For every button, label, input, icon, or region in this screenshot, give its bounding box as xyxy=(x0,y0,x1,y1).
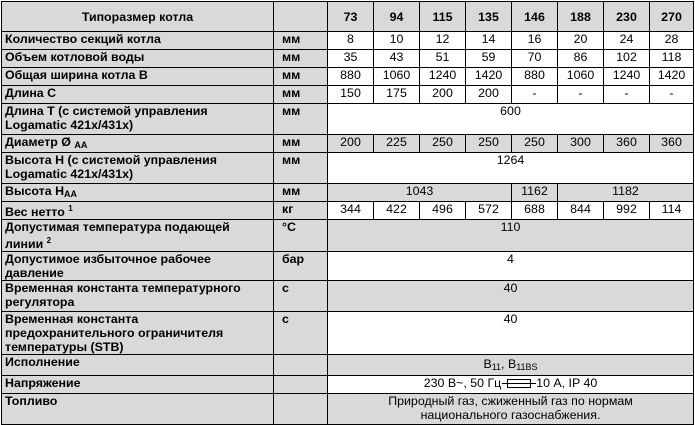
cell: 10 xyxy=(374,32,420,50)
header-unit-cell xyxy=(274,2,328,32)
row-unit: мм xyxy=(274,135,328,153)
cell: 1420 xyxy=(650,68,694,86)
cell: 110 xyxy=(328,220,694,252)
cell: 35 xyxy=(328,50,374,68)
row-label: Диаметр Ø $_{AA}$ xyxy=(2,135,274,153)
cell: 1182 xyxy=(558,184,694,202)
row-unit: мм xyxy=(274,50,328,68)
row-label: Высота Н (с системой управления Logamatic 421x/431x) xyxy=(2,153,274,184)
cell: 250 xyxy=(420,135,466,153)
cell: 16 xyxy=(512,32,558,50)
cell: 300 xyxy=(558,135,604,153)
row-label: Временная константа предохранительного ограничителя температуры (STB) xyxy=(2,312,274,355)
row-unit: мм xyxy=(274,153,328,184)
row-unit: кг xyxy=(274,202,328,220)
cell: 1420 xyxy=(466,68,512,86)
cell: 880 xyxy=(328,68,374,86)
row-label: Объем котловой воды xyxy=(2,50,274,68)
fuse-icon xyxy=(507,379,531,388)
cell: 1240 xyxy=(420,68,466,86)
row-label: Длина Т (с системой управления Logamatic 421x/431x) xyxy=(2,104,274,135)
row-height-h xyxy=(2,153,694,184)
cell: 114 xyxy=(650,202,694,220)
row-unit: мм xyxy=(274,184,328,202)
cell: 1060 xyxy=(374,68,420,86)
row-fuel xyxy=(2,394,694,425)
row-unit: бар xyxy=(274,252,328,281)
cell: 225 xyxy=(374,135,420,153)
row-height-haa xyxy=(2,184,694,202)
row-unit: мм xyxy=(274,68,328,86)
row-unit xyxy=(274,394,328,425)
cell: 200 xyxy=(466,86,512,104)
cell: 86 xyxy=(558,50,604,68)
row-length-t xyxy=(2,104,694,135)
row-label: Допустимое избыточное рабочее давление xyxy=(2,252,274,281)
cell: $B_{11}$, $B_{11BS}$ xyxy=(328,355,694,376)
cell: 422 xyxy=(374,202,420,220)
header-size: 94 xyxy=(374,2,420,32)
row-width-b xyxy=(2,68,694,86)
cell: 8 xyxy=(328,32,374,50)
cell: 40 xyxy=(328,281,694,312)
cell: 360 xyxy=(604,135,650,153)
row-weight xyxy=(2,202,694,220)
cell: 344 xyxy=(328,202,374,220)
cell: 12 xyxy=(420,32,466,50)
row-label: Топливо xyxy=(2,394,274,425)
cell: 40 xyxy=(328,312,694,355)
row-label: Вес нетто $^1$ xyxy=(2,202,274,220)
cell: 51 xyxy=(420,50,466,68)
cell: 150 xyxy=(328,86,374,104)
row-label: Допустимая температура подающей линии $^2$ xyxy=(2,220,274,252)
cell: 175 xyxy=(374,86,420,104)
header-size: 135 xyxy=(466,2,512,32)
row-label: Исполнение xyxy=(2,355,274,376)
cell: - xyxy=(604,86,650,104)
row-label: Напряжение xyxy=(2,376,274,394)
row-flow-temp xyxy=(2,220,694,252)
cell: 200 xyxy=(420,86,466,104)
row-unit: мм xyxy=(274,104,328,135)
header-size: 115 xyxy=(420,2,466,32)
row-unit xyxy=(274,376,328,394)
cell: 4 xyxy=(328,252,694,281)
cell: - xyxy=(650,86,694,104)
cell: 1043 xyxy=(328,184,512,202)
cell: 572 xyxy=(466,202,512,220)
row-unit: мм xyxy=(274,86,328,104)
cell: 14 xyxy=(466,32,512,50)
cell: 43 xyxy=(374,50,420,68)
row-unit: °C xyxy=(274,220,328,252)
cell: 496 xyxy=(420,202,466,220)
cell: 1264 xyxy=(328,153,694,184)
cell: 1060 xyxy=(558,68,604,86)
cell: 844 xyxy=(558,202,604,220)
cell: 200 xyxy=(328,135,374,153)
cell: 102 xyxy=(604,50,650,68)
cell: 59 xyxy=(466,50,512,68)
cell: 688 xyxy=(512,202,558,220)
header-title: Типоразмер котла xyxy=(2,2,274,32)
row-label: Общая ширина котла B xyxy=(2,68,274,86)
cell: 118 xyxy=(650,50,694,68)
cell: 70 xyxy=(512,50,558,68)
cell: 600 xyxy=(328,104,694,135)
cell: 230 В~, 50 Гц 10 A, IP 40 xyxy=(328,376,694,394)
header-size: 73 xyxy=(328,2,374,32)
row-unit xyxy=(274,355,328,376)
row-unit: с xyxy=(274,281,328,312)
cell: 992 xyxy=(604,202,650,220)
cell: 20 xyxy=(558,32,604,50)
row-label: Высота $Н_{AA}$ xyxy=(2,184,274,202)
row-unit: мм xyxy=(274,32,328,50)
row-label: Длина С xyxy=(2,86,274,104)
row-unit: с xyxy=(274,312,328,355)
row-pressure xyxy=(2,252,694,281)
cell: Природный газ, сжиженный газ по нормам национального газоснабжения. xyxy=(328,394,694,425)
row-water-volume xyxy=(2,50,694,68)
row-sections xyxy=(2,32,694,50)
cell: 360 xyxy=(650,135,694,153)
header-size: 270 xyxy=(650,2,694,32)
row-version xyxy=(2,355,694,376)
header-size: 230 xyxy=(604,2,650,32)
cell: 1162 xyxy=(512,184,558,202)
boiler-spec-table xyxy=(1,1,694,425)
row-length-c xyxy=(2,86,694,104)
cell: 24 xyxy=(604,32,650,50)
cell: 250 xyxy=(512,135,558,153)
row-voltage xyxy=(2,376,694,394)
row-regulator-const xyxy=(2,281,694,312)
row-label: Количество секций котла xyxy=(2,32,274,50)
cell: 250 xyxy=(466,135,512,153)
cell: - xyxy=(558,86,604,104)
header-size: 188 xyxy=(558,2,604,32)
cell: 1240 xyxy=(604,68,650,86)
row-label: Временная константа температурного регулятора xyxy=(2,281,274,312)
row-stb-const xyxy=(2,312,694,355)
header-row xyxy=(2,2,694,32)
cell: 28 xyxy=(650,32,694,50)
cell: 880 xyxy=(512,68,558,86)
cell: - xyxy=(512,86,558,104)
row-diameter xyxy=(2,135,694,153)
header-size: 146 xyxy=(512,2,558,32)
